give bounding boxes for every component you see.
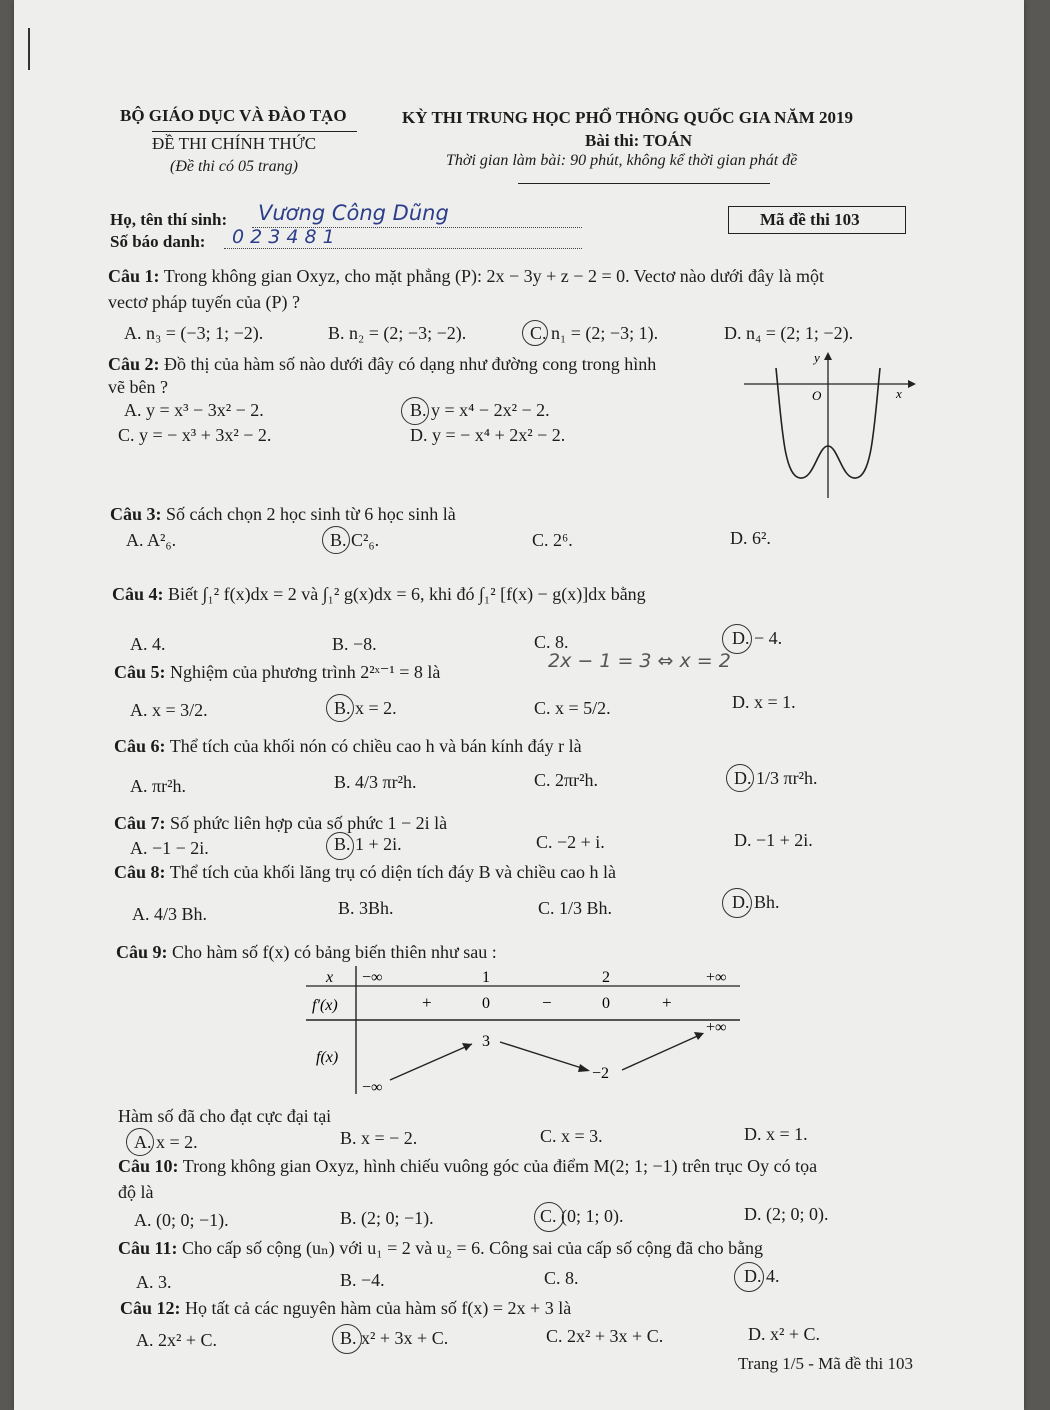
q5-option-d[interactable]: D. x = 1. <box>732 692 796 712</box>
q1-option-a[interactable]: A. n₃ = (−3; 1; −2). <box>124 323 264 343</box>
q7-label: Câu 7: <box>114 813 166 833</box>
q1-option-b[interactable]: B. n₂ = (2; −3; −2). <box>328 323 467 343</box>
q4-option-d[interactable]: D. − 4. <box>732 628 783 648</box>
q2-text <box>108 354 656 375</box>
q11-text <box>118 1238 763 1259</box>
table-sign-5: + <box>662 993 672 1012</box>
q6-option-d[interactable]: D. 1/3 πr²h. <box>734 768 818 788</box>
q6-text <box>114 736 582 757</box>
q11-option-c[interactable]: C. 8. <box>544 1268 579 1288</box>
q4-label: Câu 4: <box>112 584 164 604</box>
pages-note: (Đề thi có 05 trang) <box>170 158 298 175</box>
q7-stem: Số phức liên hợp của số phức 1 − 2i là <box>170 813 448 833</box>
q9-option-a[interactable]: A. x = 2. <box>134 1132 198 1152</box>
table-sign-1: + <box>422 993 432 1012</box>
exam-title: KỲ THI TRUNG HỌC PHỔ THÔNG QUỐC GIA NĂM 2019 <box>402 108 854 127</box>
table-f-pos-inf: +∞ <box>706 1019 727 1036</box>
graph-origin-label: O <box>812 388 822 403</box>
q3-option-b[interactable]: B. C²₆. <box>330 530 380 550</box>
q8-option-a[interactable]: A. 4/3 Bh. <box>132 904 208 924</box>
q3-label: Câu 3: <box>110 504 162 524</box>
q10-label: Câu 10: <box>118 1156 179 1176</box>
q2-graph <box>740 348 920 508</box>
q7-option-b[interactable]: B. 1 + 2i. <box>334 834 402 854</box>
q9-label: Câu 9: <box>116 942 168 962</box>
q5-answer-mark <box>326 694 354 722</box>
table-x-pos-inf: +∞ <box>706 969 727 986</box>
q8-label: Câu 8: <box>114 862 166 882</box>
table-f-neg-inf: −∞ <box>362 1079 383 1096</box>
q10-stem: Trong không gian Oxyz, hình chiếu vuông góc của điểm M(2; 1; −1) trên trục Oy có tọa <box>182 1156 818 1176</box>
q4-text <box>112 584 646 605</box>
q8-option-b[interactable]: B. 3Bh. <box>338 898 394 918</box>
page-footer: Trang 1/5 - Mã đề thi 103 <box>738 1354 914 1373</box>
q7-option-d[interactable]: D. −1 + 2i. <box>734 830 813 850</box>
q10-text <box>118 1156 817 1177</box>
q2-text2: vẽ bên ? <box>108 377 168 397</box>
q11-label: Câu 11: <box>118 1238 178 1258</box>
q9-answer-mark <box>126 1128 154 1156</box>
q5-stem: Nghiệm của phương trình 2²ˣ⁻¹ = 8 là <box>170 662 441 682</box>
q11-answer-mark <box>734 1262 764 1292</box>
q12-option-c[interactable]: C. 2x² + 3x + C. <box>546 1326 664 1346</box>
id-line <box>224 248 582 249</box>
table-fp-label: f′(x) <box>312 997 338 1014</box>
q12-option-b[interactable]: B. x² + 3x + C. <box>340 1328 449 1348</box>
q1-option-c[interactable]: C. n₁ = (2; −3; 1). <box>530 323 659 343</box>
q11-option-b[interactable]: B. −4. <box>340 1270 385 1290</box>
name-value: Vương Công Dũng <box>258 201 449 225</box>
q10-text2: độ là <box>118 1182 154 1202</box>
q1-label: Câu 1: <box>108 266 160 286</box>
table-arrow-up-1 <box>390 1044 472 1080</box>
table-x-1: 1 <box>482 969 490 986</box>
q4-option-a[interactable]: A. 4. <box>130 634 166 654</box>
q12-stem: Họ tất cả các nguyên hàm của hàm số f(x) = 2x + 3 là <box>185 1298 572 1318</box>
q2-label: Câu 2: <box>108 354 160 374</box>
q4-stem: Biết ∫₁² f(x)dx = 2 và ∫₁² g(x)dx = 6, khi đó ∫₁² [f(x) − g(x)]dx bằng <box>168 584 646 604</box>
q6-answer-mark <box>726 764 754 792</box>
id-value: 0 2 3 4 8 1 <box>232 226 335 248</box>
graph-y-label: y <box>814 350 820 365</box>
ministry: BỘ GIÁO DỤC VÀ ĐÀO TẠO <box>120 106 347 125</box>
q11-option-a[interactable]: A. 3. <box>136 1272 172 1292</box>
q10-option-a[interactable]: A. (0; 0; −1). <box>134 1210 229 1230</box>
id-label: Số báo danh: <box>110 232 206 251</box>
q10-option-b[interactable]: B. (2; 0; −1). <box>340 1208 434 1228</box>
table-x-2: 2 <box>602 969 610 986</box>
table-arrow-down <box>500 1042 588 1070</box>
q3-text <box>110 504 456 525</box>
q11-stem: Cho cấp số cộng (uₙ) với u₁ = 2 và u₂ = 6. Công sai của cấp số cộng đã cho bằng <box>182 1238 764 1258</box>
q7-option-a[interactable]: A. −1 − 2i. <box>130 838 209 858</box>
q5-text <box>114 662 440 683</box>
q4-option-b[interactable]: B. −8. <box>332 634 377 654</box>
q1-option-d[interactable]: D. n₄ = (2; 1; −2). <box>724 323 854 343</box>
q5-option-a[interactable]: A. x = 3/2. <box>130 700 208 720</box>
q5-handwritten-note: 2x − 1 = 3 ⇔ x = 2 <box>548 650 731 672</box>
q7-answer-mark <box>326 832 354 860</box>
q9-text <box>116 942 497 963</box>
name-label: Họ, tên thí sinh: <box>110 210 228 229</box>
q3-option-d[interactable]: D. 6². <box>730 528 771 548</box>
subject: Bài thi: TOÁN <box>585 131 693 150</box>
q2-answer-mark <box>401 397 429 425</box>
q3-option-c[interactable]: C. 2⁶. <box>532 530 573 550</box>
q5-option-b[interactable]: B. x = 2. <box>334 698 397 718</box>
q6-option-c[interactable]: C. 2πr²h. <box>534 770 598 790</box>
table-sign-2: 0 <box>482 995 490 1012</box>
q1-stem: Trong không gian Oxyz, cho mặt phẳng (P): 2x − 3y + z − 2 = 0. Vectơ nào dưới đây là một <box>163 266 825 286</box>
table-f-max: 3 <box>482 1033 490 1050</box>
graph-x-label: x <box>896 386 902 401</box>
table-x-label: x <box>326 969 334 986</box>
ministry-underline <box>152 131 357 132</box>
q5-option-c[interactable]: C. x = 5/2. <box>534 698 611 718</box>
q8-answer-mark <box>722 888 752 918</box>
q7-option-c[interactable]: C. −2 + i. <box>536 832 605 852</box>
q10-option-c[interactable]: C. (0; 1; 0). <box>540 1206 624 1226</box>
q4-option-c[interactable]: C. 8. <box>534 632 569 652</box>
q1-answer-mark <box>522 320 548 346</box>
q12-option-a[interactable]: A. 2x² + C. <box>136 1330 218 1350</box>
table-x-neg-inf: −∞ <box>362 969 383 986</box>
q6-label: Câu 6: <box>114 736 166 756</box>
table-arrow-up-2 <box>622 1034 702 1070</box>
table-sign-3: − <box>542 993 552 1012</box>
q1-text2: vectơ pháp tuyến của (P) ? <box>108 292 300 312</box>
q5-label: Câu 5: <box>114 662 166 682</box>
q9-stem: Cho hàm số f(x) có bảng biến thiên như sau : <box>172 942 497 962</box>
table-sign-4: 0 <box>602 995 610 1012</box>
q1-text <box>108 266 824 287</box>
q6-option-a[interactable]: A. πr²h. <box>130 776 186 796</box>
q8-text <box>114 862 616 883</box>
q2-option-b[interactable]: B. y = x⁴ − 2x² − 2. <box>410 400 550 420</box>
exam-time: Thời gian làm bài: 90 phút, không kể thời gian phát đề <box>446 152 798 169</box>
q12-text <box>120 1298 571 1319</box>
q3-answer-mark <box>322 526 350 554</box>
q2-option-c[interactable]: C. y = − x³ + 3x² − 2. <box>118 425 272 445</box>
q3-option-a[interactable]: A. A²₆. <box>126 530 177 550</box>
q12-option-d[interactable]: D. x² + C. <box>748 1324 821 1344</box>
pen-mark <box>28 28 30 70</box>
q2-option-a[interactable]: A. y = x³ − 3x² − 2. <box>124 400 264 420</box>
q11-option-d[interactable]: D. 4. <box>744 1266 780 1286</box>
q8-option-c[interactable]: C. 1/3 Bh. <box>538 898 613 918</box>
q9-option-d[interactable]: D. x = 1. <box>744 1124 808 1144</box>
q12-answer-mark <box>332 1324 362 1354</box>
q9-variation-table <box>304 962 744 1098</box>
q10-option-d[interactable]: D. (2; 0; 0). <box>744 1204 829 1224</box>
exam-code: Mã đề thi 103 <box>760 210 860 229</box>
q6-option-b[interactable]: B. 4/3 πr²h. <box>334 772 417 792</box>
official-label: ĐỀ THI CHÍNH THỨC <box>152 134 317 153</box>
q10-answer-mark <box>534 1202 564 1232</box>
q2-option-d[interactable]: D. y = − x⁴ + 2x² − 2. <box>410 425 566 445</box>
q2-stem: Đồ thị của hàm số nào dưới đây có dạng như đường cong trong hình <box>164 354 657 374</box>
q8-option-d[interactable]: D. Bh. <box>732 892 780 912</box>
q8-stem: Thể tích của khối lăng trụ có diện tích đáy B và chiều cao h là <box>169 862 617 882</box>
q7-text <box>114 813 447 834</box>
q9-option-c[interactable]: C. x = 3. <box>540 1126 603 1146</box>
q12-label: Câu 12: <box>120 1298 181 1318</box>
q3-stem: Số cách chọn 2 học sinh từ 6 học sinh là <box>166 504 456 524</box>
table-f-label: f(x) <box>316 1049 339 1066</box>
time-underline <box>518 183 770 184</box>
q6-stem: Thể tích của khối nón có chiều cao h và bán kính đáy r là <box>169 736 582 756</box>
table-f-min: −2 <box>592 1065 610 1082</box>
q9-question: Hàm số đã cho đạt cực đại tại <box>118 1106 332 1126</box>
q9-option-b[interactable]: B. x = − 2. <box>340 1128 418 1148</box>
